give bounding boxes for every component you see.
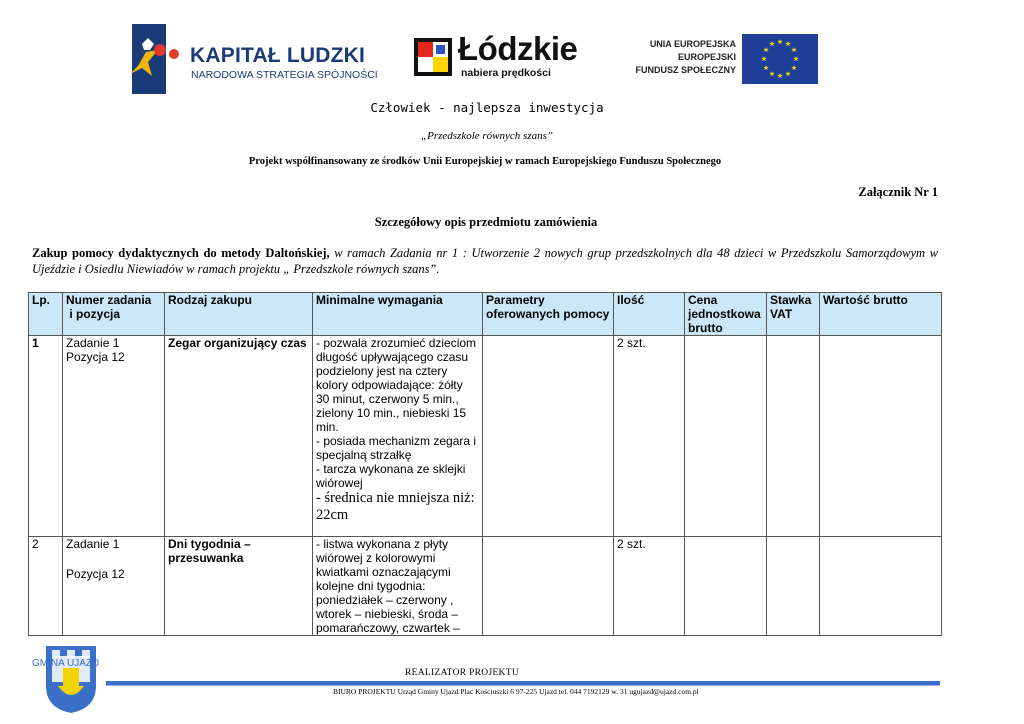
row-pozycja: Pozycja 12 (66, 567, 125, 581)
svg-text:★: ★ (762, 64, 770, 72)
crest-text: GMINA UJAZD (32, 658, 100, 669)
row-wymagania-diameter: - średnica nie mniejsza niż: 22cm (316, 490, 475, 523)
kapital-ludzki-subtitle: NARODOWA STRATEGIA SPÓJNOŚCI (191, 69, 378, 81)
table-row (29, 537, 942, 636)
row-zadanie: Zadanie 1 (66, 336, 120, 350)
row-lp: 1 (29, 336, 63, 537)
header-numer-line1: Numer zadania (66, 293, 152, 307)
svg-text:★: ★ (776, 38, 784, 46)
row-ilosc: 2 szt. (614, 336, 685, 537)
svg-text:★: ★ (790, 64, 798, 72)
svg-text:★: ★ (760, 55, 768, 63)
footer-address: BIURO PROJEKTU Urząd Gminy Ujazd Plac Kościuszki 6 97-225 Ujazd tel. 044 7192129 w. 31 ugujazd@ujazd.com.pl (333, 687, 699, 696)
header-numer-line2: i pozycja (66, 307, 121, 321)
project-subtitle: „Przedszkole równych szans” (420, 130, 553, 142)
header-cena: Cena jednostkowa brutto (685, 293, 767, 336)
header-lp: Lp. (29, 293, 63, 336)
realizator-label: REALIZATOR PROJEKTU (405, 668, 519, 678)
order-table (28, 292, 942, 636)
row-parametry[interactable] (483, 336, 614, 537)
row-pozycja: Pozycja 12 (66, 350, 125, 364)
cofinancing-note: Projekt współfinansowany ze środków Unii Europejskiej w ramach Europejskiego Funduszu Społecznego (248, 156, 722, 167)
header-wymagania: Minimalne wymagania (313, 293, 483, 336)
annex-label: Załącznik Nr 1 (858, 185, 938, 199)
row-rodzaj: Dni tygodnia – przesuwanka (165, 537, 313, 636)
row-zadanie: Zadanie 1 (66, 537, 120, 551)
row-cena[interactable] (685, 537, 767, 636)
gmina-crest-icon (44, 642, 98, 714)
svg-text:★: ★ (784, 40, 792, 48)
table-header-row (29, 293, 942, 336)
svg-text:★: ★ (790, 46, 798, 54)
row-stawka[interactable] (767, 336, 820, 537)
svg-text:★: ★ (776, 72, 784, 80)
svg-text:★: ★ (762, 46, 770, 54)
kapital-ludzki-title: KAPITAŁ LUDZKI (190, 44, 366, 67)
header-stawka: Stawka VAT (767, 293, 820, 336)
eu-line-1: UNIA EUROPEJSKA (649, 39, 736, 49)
intro-italic: w ramach Zadania nr 1 : Utworzenie 2 nowych grup przedszkolnych dla 48 dzieci w Przedszkolu Samorządowym w Ujeździe i Osiedlu Niewiadów w ramach projektu „ Przedszkole równych szans”. (32, 246, 938, 276)
lodzkie-tagline: nabiera prędkości (461, 67, 551, 79)
row-parametry[interactable] (483, 537, 614, 636)
svg-text:★: ★ (792, 55, 800, 63)
svg-text:★: ★ (784, 70, 792, 78)
row-rodzaj: Zegar organizujący czas (165, 336, 313, 537)
row-cena[interactable] (685, 336, 767, 537)
row-stawka[interactable] (767, 537, 820, 636)
row-wymagania (313, 336, 483, 537)
table-row (29, 336, 942, 537)
svg-text:★: ★ (768, 40, 776, 48)
row-ilosc: 2 szt. (614, 537, 685, 636)
svg-text:★: ★ (768, 70, 776, 78)
header-rodzaj: Rodzaj zakupu (165, 293, 313, 336)
header-parametry: Parametry oferowanych pomocy (483, 293, 614, 336)
row-numer (63, 336, 165, 537)
intro-bold: Zakup pomocy dydaktycznych do metody Daltońskiej, (32, 246, 330, 260)
header-numer (63, 293, 165, 336)
row-wymagania: - listwa wykonana z płyty wiórowej z kolorowymi kwiatkami oznaczającymi kolejne dni tygodnia: poniedziałek – czerwony , wtorek – niebieski, środa – pomarańczowy, czwartek – (313, 537, 483, 636)
row-wartosc[interactable] (820, 336, 942, 537)
row-wymagania-text: - pozwala zrozumieć dzieciom długość upływającego czasu podzielony jest na cztery kolory odpowiadające: żółty 30 minut, czerwony 5 min., zielony 10 min., niebieski 15 min. - posiada mechanizm zegara i specjalną strzałkę - tarcza wykonana ze sklejki wiórowej (316, 336, 477, 490)
gmina-crest (32, 642, 108, 714)
eu-line-2: EUROPEJSKI (677, 52, 736, 62)
eu-line-3: FUNDUSZ SPOŁECZNY (635, 65, 736, 75)
header-wartosc: Wartość brutto (820, 293, 942, 336)
lodzkie-name: Łódzkie (458, 30, 578, 67)
header-ilosc: Ilość (614, 293, 685, 336)
specification-title: Szczegółowy opis przedmiotu zamówienia (374, 215, 598, 229)
row-lp: 2 (29, 537, 63, 636)
footer-bar-line (106, 685, 940, 686)
row-wartosc[interactable] (820, 537, 942, 636)
row-numer (63, 537, 165, 636)
motto: Człowiek - najlepsza inwestycja (370, 100, 604, 115)
